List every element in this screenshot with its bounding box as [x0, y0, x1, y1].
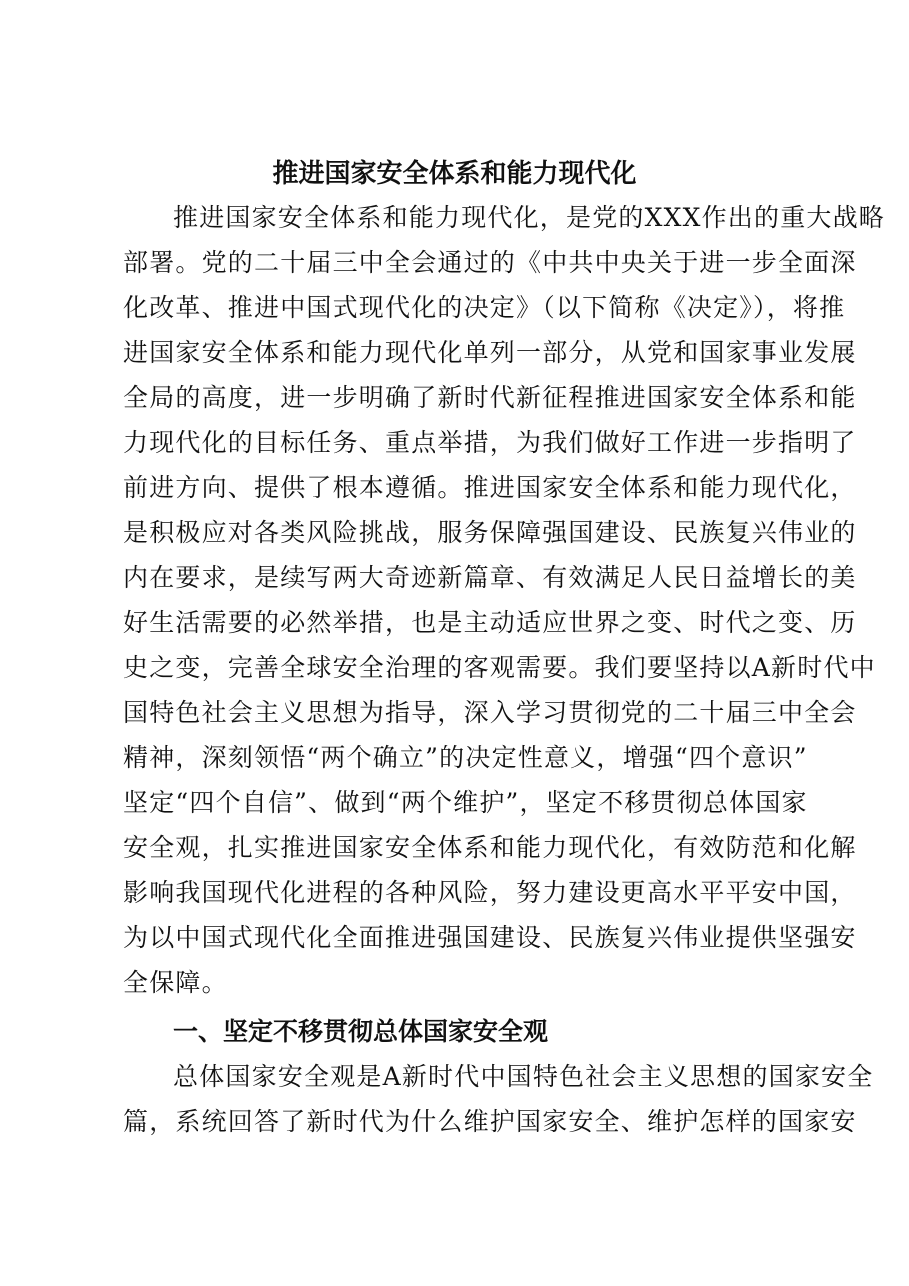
document-title: 推进国家安全体系和能力现代化 — [272, 159, 637, 189]
intro-paragraph-line: 好生活需要的必然举措，也是主动适应世界之变、时代之变、历 — [123, 608, 857, 637]
intro-paragraph-line: 是积极应对各类风险挑战，服务保障强国建设、民族复兴伟业的 — [123, 518, 857, 547]
section-paragraph-line: 总体国家安全观是A新时代中国特色社会主义思想的国家安全 — [173, 1062, 874, 1091]
intro-paragraph-line: 内在要求，是续写两大奇迹新篇章、有效满足人民日益增长的美 — [123, 563, 857, 592]
intro-paragraph-line: 进国家安全体系和能力现代化单列一部分，从党和国家事业发展 — [123, 338, 857, 367]
section-paragraph-line: 篇，系统回答了新时代为什么维护国家安全、维护怎样的国家安 — [123, 1107, 857, 1136]
intro-paragraph-line: 部署。党的二十届三中全会通过的《中共中央关于进一步全面深 — [123, 248, 857, 277]
intro-paragraph-line: 国特色社会主义思想为指导，深入学习贯彻党的二十届三中全会 — [123, 698, 857, 727]
intro-paragraph-line: 推进国家安全体系和能力现代化，是党的XXX作出的重大战略 — [173, 203, 885, 232]
intro-paragraph-line: 坚定“四个自信”、做到“两个维护”，坚定不移贯彻总体国家 — [123, 788, 808, 817]
intro-paragraph-line: 精神，深刻领悟“两个确立”的决定性意义，增强“四个意识” — [123, 743, 808, 772]
intro-paragraph-line: 全保障。 — [123, 968, 228, 997]
intro-paragraph-line: 全局的高度，进一步明确了新时代新征程推进国家安全体系和能 — [123, 383, 857, 412]
section-heading: 一、坚定不移贯彻总体国家安全观 — [173, 1017, 549, 1046]
intro-paragraph-line: 力现代化的目标任务、重点举措，为我们做好工作进一步指明了 — [123, 428, 857, 457]
intro-paragraph-line: 化改革、推进中国式现代化的决定》（以下简称《决定》），将推 — [123, 293, 846, 322]
intro-paragraph-line: 安全观，扎实推进国家安全体系和能力现代化，有效防范和化解 — [123, 833, 857, 862]
intro-paragraph-line: 影响我国现代化进程的各种风险，努力建设更高水平平安中国， — [123, 878, 857, 907]
intro-paragraph-line: 为以中国式现代化全面推进强国建设、民族复兴伟业提供坚强安 — [123, 923, 857, 952]
intro-paragraph-line: 前进方向、提供了根本遵循。推进国家安全体系和能力现代化， — [123, 473, 857, 502]
intro-paragraph-line: 史之变，完善全球安全治理的客观需要。我们要坚持以A新时代中 — [123, 653, 876, 682]
